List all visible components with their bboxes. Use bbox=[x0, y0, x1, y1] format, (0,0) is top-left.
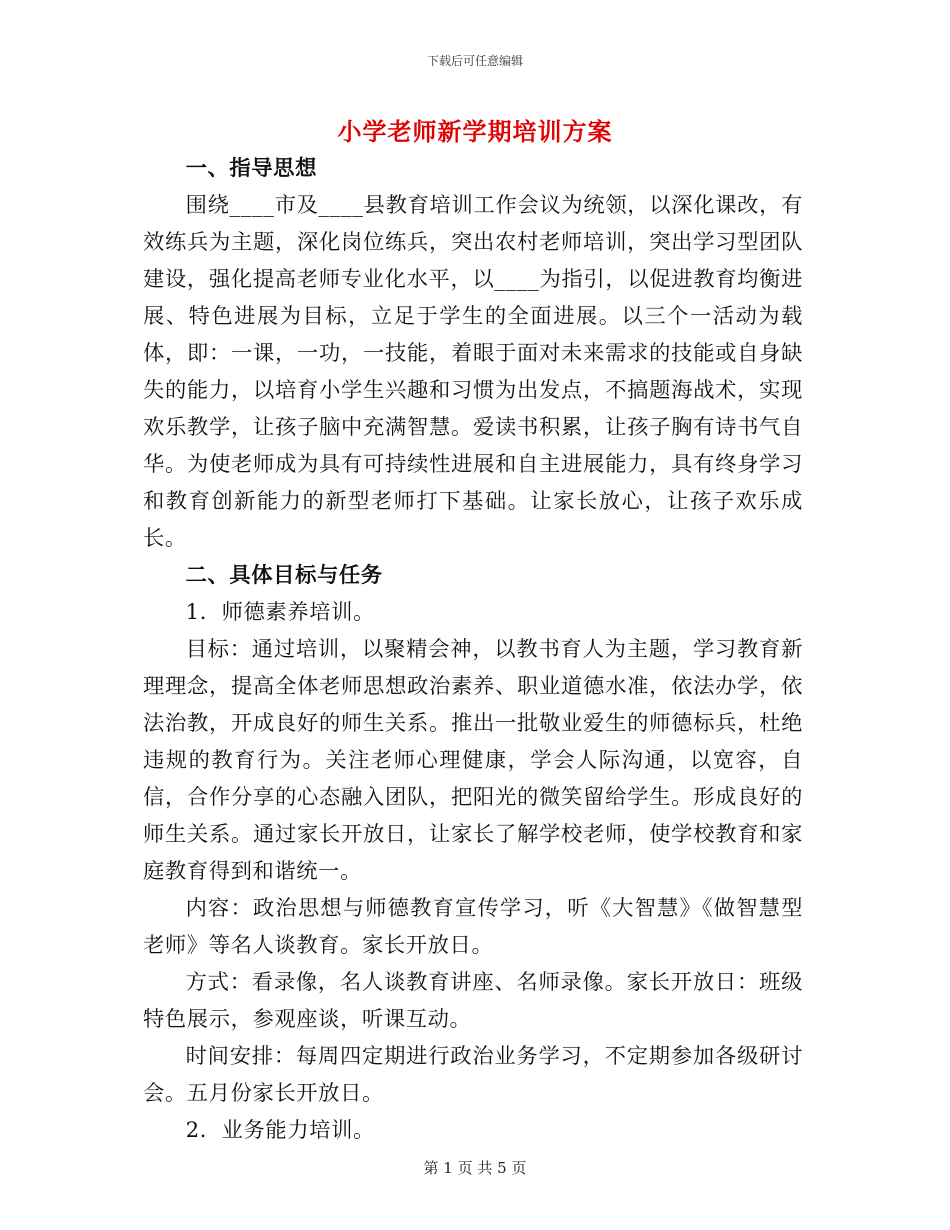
content-paragraph: 内容：政治思想与师德教育宣传学习，听《大智慧》《做智慧型老师》等名人谈教育。家长开放日。 bbox=[143, 896, 803, 958]
section1-paragraph: 围绕____市及____县教育培训工作会议为统领，以深化课改，有效练兵为主题，深化岗位练兵，突出农村老师培训，突出学习型团队建设，强化提高老师专业化水平，以____为指引，以促进教育均衡进展、特色进展为目标，立足于学生的全面进展。以三个一活动为载体，即：一课，一功，一技能，着眼于面对未来需求的技能或自身缺失的能力，以培育小学生兴趣和习惯为出发点，不搞题海战术，实现欢乐教学，让孩子脑中充满智慧。爱读书积累，让孩子胸有诗书气自华。为使老师成为具有可持续性进展和自主进展能力，具有终身学习和教育创新能力的新型老师打下基础。让家长放心，让孩子欢乐成长。 bbox=[143, 193, 803, 551]
item1-title: 1．师德素养培训。 bbox=[185, 600, 375, 625]
goal-paragraph: 目标：通过培训，以聚精会神，以教书育人为主题，学习教育新理理念，提高全体老师思想政治素养、职业道德水准，依法办学，依法治教，开成良好的师生关系。推出一批敬业爱生的师德标兵，杜绝违规的教育行为。关注老师心理健康，学会人际沟通，以宽容，自信，合作分享的心态融入团队，把阳光的微笑留给学生。形成良好的师生关系。通过家长开放日，让家长了解学校老师，使学校教育和家庭教育得到和谐统一。 bbox=[143, 637, 803, 884]
header-note: 下载后可任意编辑 bbox=[426, 54, 523, 68]
item2-title: 2．业务能力培训。 bbox=[185, 1118, 375, 1143]
page-footer: 第 1 页 共 5 页 bbox=[423, 1159, 527, 1177]
section1-heading: 一、指导思想 bbox=[185, 156, 317, 181]
schedule-paragraph: 时间安排：每周四定期进行政治业务学习，不定期参加各级研讨会。五月份家长开放日。 bbox=[143, 1044, 803, 1106]
section2-heading: 二、具体目标与任务 bbox=[185, 563, 383, 588]
document-body bbox=[143, 150, 803, 1149]
method-paragraph: 方式：看录像，名人谈教育讲座、名师录像。家长开放日：班级特色展示，参观座谈，听课互动。 bbox=[143, 970, 803, 1032]
document-title: 小学老师新学期培训方案 bbox=[337, 117, 613, 146]
